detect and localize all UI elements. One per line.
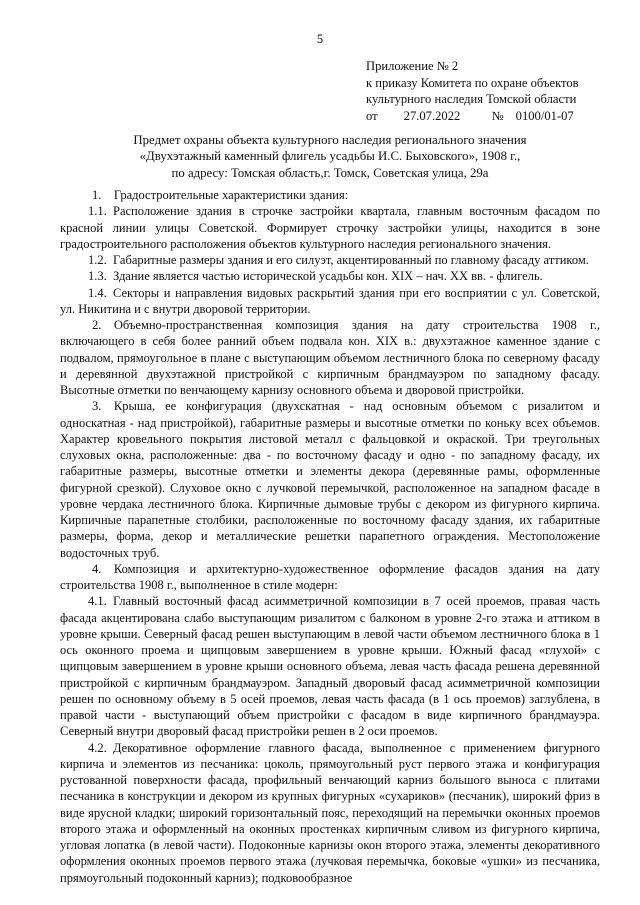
paragraph: 2. Объемно-пространственная композиция здания на дату строительства 1908 г., включающего в себя более ранний объем подвала кон. XIX в.: двухэтажное каменное здание с подвалом, прямоугольное в плане с выступающим объемом лестничного блока по северному фасаду и деревянной двухэтажной пристройкой с кирпичным брандмауэром по западному фасаду. Высотные отметки по венчающему карнизу основного объема и дворовой пристройки. — [60, 318, 600, 397]
appendix-line3: культурного наследия Томской области — [366, 92, 577, 107]
appendix-number-label: № — [491, 109, 504, 124]
title-line3: по адресу: Томская область,г. Томск, Советская улица, 29а — [171, 165, 489, 180]
page-number: 5 — [316, 32, 324, 46]
title-line2: «Двухэтажный каменный флигель усадьбы И.С. Быховского», 1908 г., — [139, 149, 521, 164]
document-body — [60, 187, 600, 886]
title-line1: Предмет охраны объекта культурного наследия регионального значения — [133, 133, 527, 147]
appendix-number: 0100/01-07 — [515, 109, 574, 124]
appendix-date: 27.07.2022 — [403, 109, 461, 124]
paragraph: 1.2. Габаритные размеры здания и его силуэт, акцентированный по главному фасаду аттиком. — [88, 253, 589, 267]
paragraph: 1.1. Расположение здания в строчке застройки квартала, главным восточным фасадом по красной линии улицы Советской. Формирует строчку застройки улицы, находится в зоне градостроительного расположения объектов культурного наследия регионального значения. — [60, 204, 600, 251]
appendix-line2: к приказу Комитета по охране объектов — [366, 75, 579, 90]
appendix-order-line — [366, 108, 579, 125]
appendix-line1: Приложение № 2 — [366, 59, 459, 73]
paragraph: 1.3. Здание является частью исторической усадьбы кон. XIX – нач. XX вв. - флигель. — [88, 269, 543, 284]
appendix-from-label: от — [366, 109, 378, 124]
paragraph: 4.2. Декоративное оформление главного фасада, выполненное с применением фигурного кирпича и элементов из песчаника: цоколь, прямоугольный руст первого этажа и конфигурация рустованной поверхности фасада, профильный венчающий карниз большого выноса с плитами песчаника в конструкции и декором из крупных фигурных «сухариков» (песчаник), широкий фриз в виде ярусной кладки; широкий горизонтальный пояс, переходящий на перемычки оконных проемов второго этажа и оформленный на оконных простенках кирпичным сливом из фигурного кирпича, угловая лопатка (в левой части). Подоконные карнизы окон второго этажа, элементы декоративного оформления оконных проемов первого этажа (лучковая перемычка, боковые «ушки» из песчаника, прямоугольный подоконный карниз); подковообразное — [60, 740, 600, 885]
document-title — [60, 132, 600, 181]
paragraph: 1. Градостроительные характеристики здания: — [92, 188, 349, 202]
paragraph: 4.1. Главный восточный фасад асимметричной композиции в 7 осей проемов, правая часть фасада акцентирована слабо выступающим ризалитом с балконом в уровне 2-го этажа и аттиком в уровне крыши. Северный фасад решен выступающим в левой части объемом лестничного блока в 1 ось оконного проема и щипцовым завершением в уровне крыши. Южный фасад «глухой» с щипцовым завершением в уровне крыши основного объема, левая часть фасада решена деревянной пристройкой с кирпичным брандмауэром. Западный дворовый фасад асимметричной композиции решен по основному объему в 5 осей проемов, левая часть фасада (в 1 ось проемов) заглублена, в правой части - выступающий объем пристройки с фасадом в виде кирпичного брандмауэра. Северный внутри дворовый фасад пристройки решен в 2 оси проемов. — [60, 594, 600, 739]
paragraph: 3. Крыша, ее конфигурация (двухскатная - над основным объемом с ризалитом и односкатная - над пристройкой), габаритные размеры и высотные отметки по коньку всех объемов. Характер кровельного покрытия листовой металл с фальцовкой и окраской. Три треугольных слуховых окна, расположенные: два - по восточному фасаду и одно - по западному фасаду, их габаритные размеры, высотные отметки и элементы декора (деревянные рамы, оформленные фигурной срезкой). Слуховое окно с лучковой перемычкой, расположенное на западном фасаде в уровне чердака лестничного блока. Кирпичные дымовые трубы с декором из фигурного кирпича. Кирпичные парапетные столбики, расположенные по восточному фасаду здания, их габаритные размеры, форма, декор и металлические решетки парапетного ограждения. Местоположение водосточных труб. — [60, 399, 600, 560]
appendix-header — [366, 58, 579, 125]
paragraph: 1.4. Секторы и направления видовых раскрытий здания при его восприятии с ул. Советской, ул. Никитина и с внутри дворовой территории. — [60, 285, 600, 316]
paragraph: 4. Композиция и архитектурно-художественное оформление фасадов здания на дату строительства 1908 г., выполненное в стиле модерн: — [60, 561, 600, 592]
